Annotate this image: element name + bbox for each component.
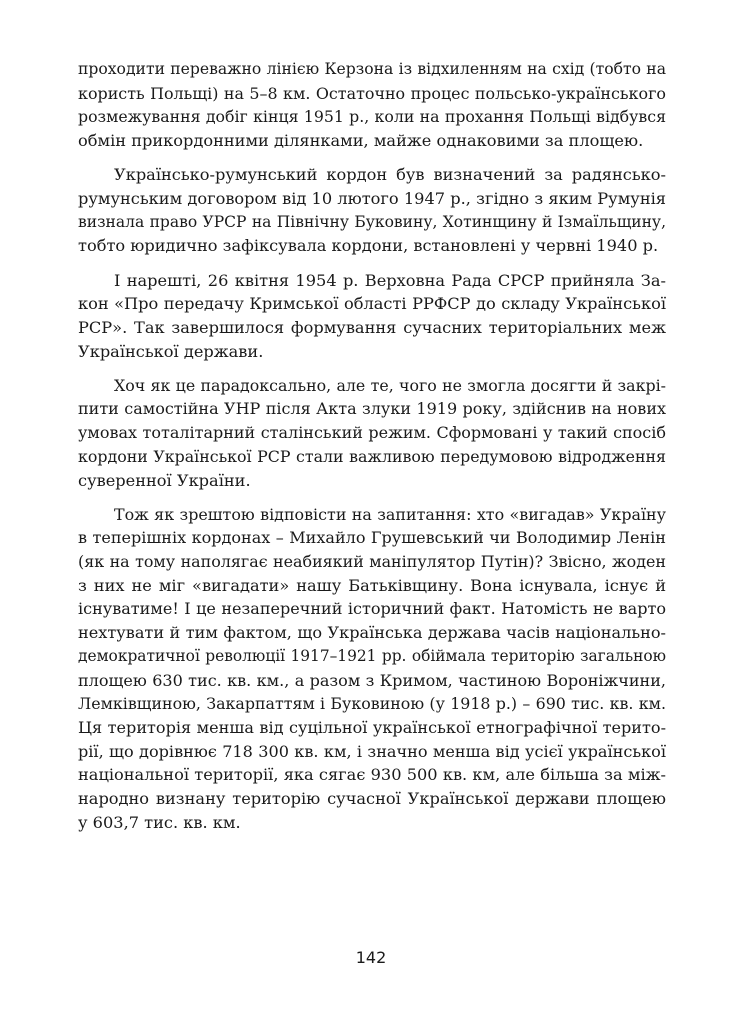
text-line: тобто юридично зафіксувала кордони, встановлені у червні 1940 р. — [78, 236, 659, 256]
paragraph — [78, 374, 666, 492]
text-line: пити самостійна УНР після Акта злуки 1919 року, здійснив на нових — [78, 399, 666, 419]
text-line: суверенної України. — [78, 470, 251, 490]
text-line: Ця територія менша від суцільної української етнографічної терито- — [78, 717, 666, 737]
page-number: 142 — [355, 948, 387, 967]
text-line: визнала право УРСР на Північну Буковину, Хотинщину й Ізмаїльщину, — [78, 212, 666, 231]
paragraph — [78, 58, 666, 153]
text-line: народно визнану територію сучасної Української держави площею — [78, 788, 666, 808]
page-body — [78, 58, 666, 845]
text-line: розмежування добіг кінця 1951 р., коли на прохання Польщі відбувся — [78, 107, 666, 127]
text-line: нехтувати й тим фактом, що Українська держава часів національно- — [78, 623, 666, 643]
text-line: кордони Української РСР стали важливою передумовою відродження — [78, 446, 666, 466]
text-line: РСР». Так завершилося формування сучасних територіальних меж — [78, 317, 666, 337]
text-line: Тож як зрештою відповісти на запитання: хто «вигадав» Україну — [114, 504, 666, 524]
text-line: умовах тоталітарний сталінський режим. Сформовані у такий спосіб — [78, 423, 666, 443]
text-line: рії, що дорівнює 718 300 кв. км, і значно менша від усієї української — [78, 741, 666, 761]
text-line: кон «Про передачу Кримської області РРФСР до складу Української — [78, 294, 666, 314]
text-line: площею 630 тис. кв. км., а разом з Кримом, частиною Вороніжчини, — [78, 670, 666, 690]
text-line: (як на тому наполягає неабиякий маніпулятор Путін)? Звісно, жоден — [78, 552, 666, 572]
text-line: І нарешті, 26 квітня 1954 р. Верховна Рада СРСР прийняла За- — [114, 270, 666, 290]
text-line: у 603,7 тис. кв. км. — [78, 812, 241, 832]
text-line: Лемківщиною, Закарпаттям і Буковиною (у 1918 р.) – 690 тис. кв. км. — [78, 694, 666, 714]
text-line: існуватиме! І це незаперечний історичний факт. Натомість не варто — [78, 599, 666, 619]
text-line: з них не міг «вигадати» нашу Батьківщину. Вона існувала, існує й — [78, 575, 666, 595]
text-line: демократичної революції 1917–1921 рр. обіймала територію загальною — [78, 646, 666, 665]
text-line: Української держави. — [78, 341, 264, 361]
paragraph — [78, 503, 666, 835]
text-line: Українсько-румунський кордон був визначений за радянсько- — [114, 165, 666, 185]
text-line: користь Польщі) на 5–8 км. Остаточно процес польсько-українського — [78, 83, 666, 103]
paragraph — [78, 163, 666, 258]
text-line: в теперішніх кордонах – Михайло Грушевський чи Володимир Ленін — [78, 528, 666, 548]
text-line: Хоч як це парадоксально, але те, чого не змогла досягти й закрі- — [114, 375, 666, 395]
text-line: національної території, яка сягає 930 500 кв. км, але більша за між- — [78, 765, 666, 785]
paragraph — [78, 269, 666, 364]
text-line: проходити переважно лінією Керзона із відхиленням на схід (тобто на — [78, 60, 666, 78]
text-line: румунським договором від 10 лютого 1947 р., згідно з яким Румунія — [78, 188, 666, 208]
text-line: обмін прикордонними ділянками, майже однаковими за площею. — [78, 131, 644, 151]
